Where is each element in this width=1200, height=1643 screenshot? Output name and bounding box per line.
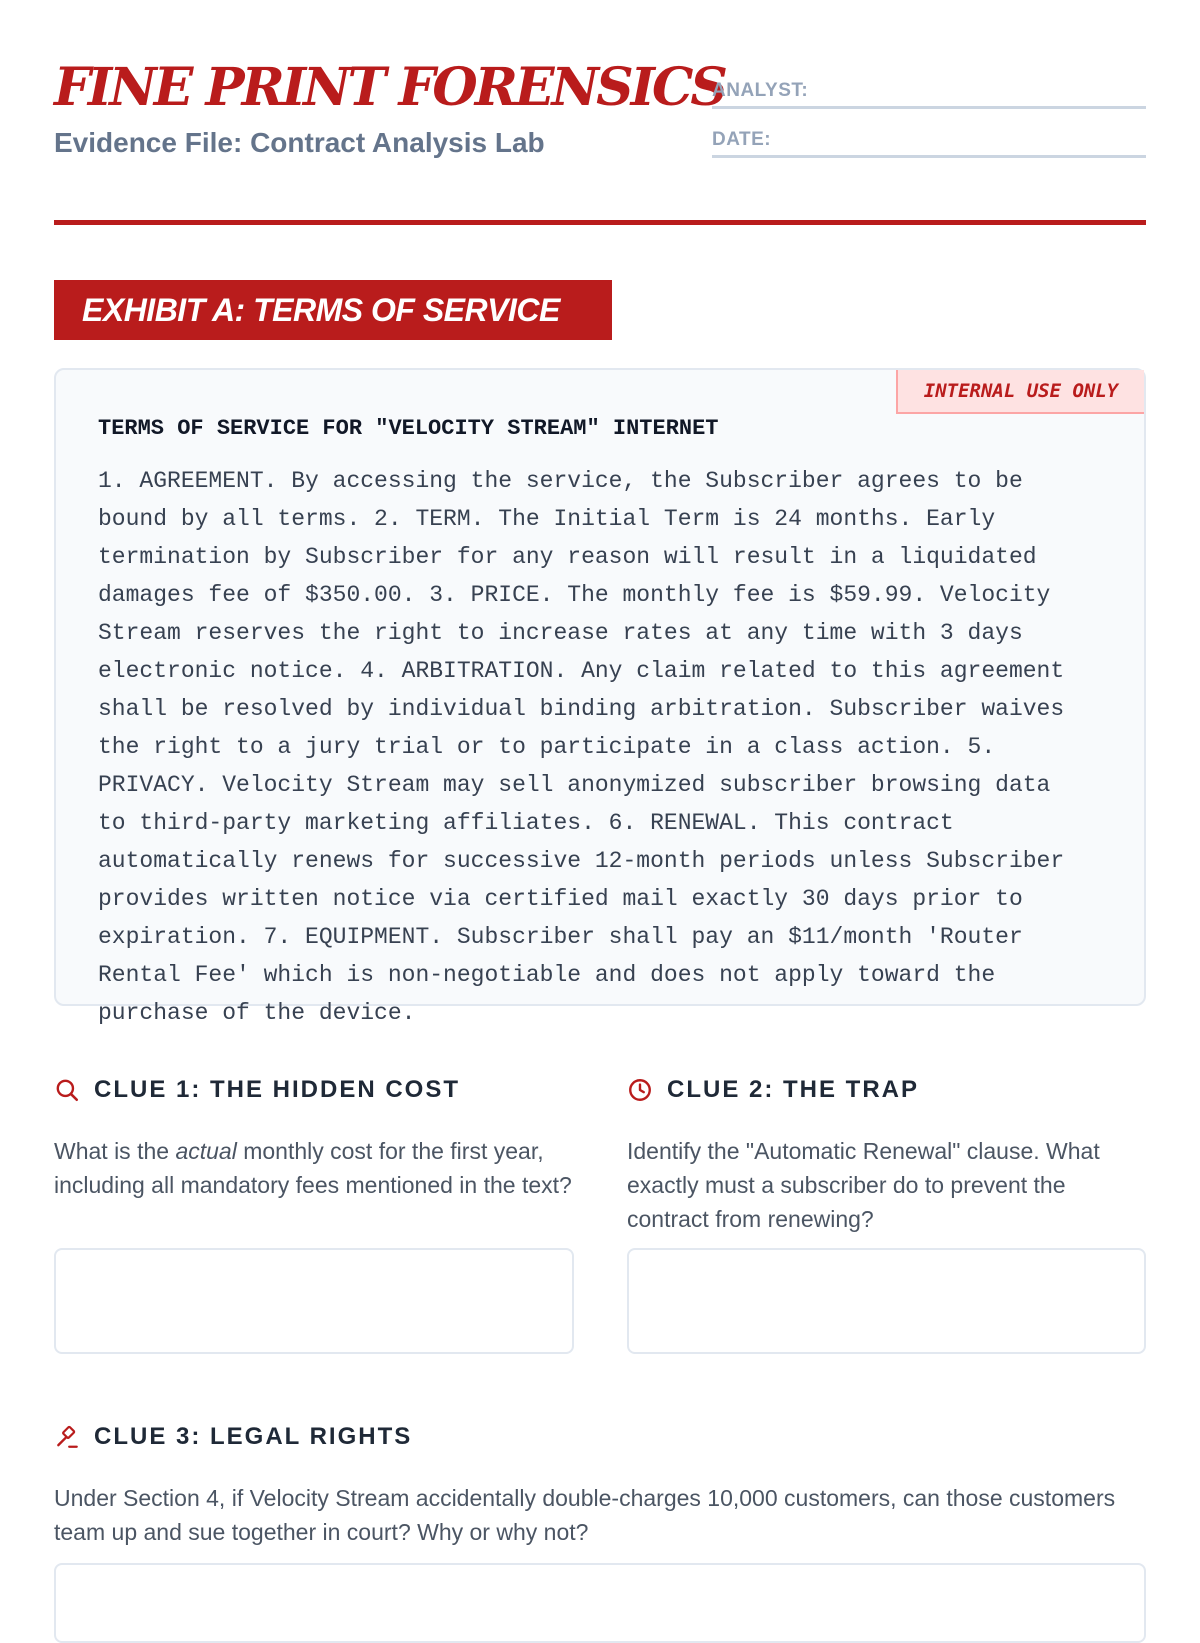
document-line: 1. AGREEMENT. By accessing the service, the Subscriber agrees to be xyxy=(98,468,1023,494)
document-line: damages fee of $350.00. 3. PRICE. The monthly fee is $59.99. Velocity xyxy=(98,582,1051,608)
document-line: purchase of the device. xyxy=(98,1000,416,1026)
clue-2-answer-box[interactable] xyxy=(627,1248,1146,1354)
clue-1-question: What is the actual monthly cost for the first year, including all mandatory fees mentioned in the text? xyxy=(54,1138,572,1198)
clue-1-title: CLUE 1: THE HIDDEN COST xyxy=(94,1076,461,1103)
page-subtitle: Evidence File: Contract Analysis Lab xyxy=(54,127,545,158)
document-line: electronic notice. 4. ARBITRATION. Any claim related to this agreement xyxy=(98,658,1065,684)
document-line: to third-party marketing affiliates. 6. RENEWAL. This contract xyxy=(98,810,954,836)
analyst-field[interactable] xyxy=(712,80,1146,109)
document-line: termination by Subscriber for any reason will result in a liquidated xyxy=(98,544,1037,570)
magnifier-icon xyxy=(54,1077,80,1103)
clue-2-question: Identify the "Automatic Renewal" clause. What exactly must a subscriber do to prevent the contract from renewing? xyxy=(627,1138,1100,1232)
clue-3-title: CLUE 3: LEGAL RIGHTS xyxy=(94,1423,413,1450)
document-line: Rental Fee' which is non-negotiable and does not apply toward the xyxy=(98,962,996,988)
internal-use-stamp: INTERNAL USE ONLY xyxy=(896,370,1144,414)
clue-2-title: CLUE 2: THE TRAP xyxy=(667,1076,920,1103)
analyst-label: ANALYST: xyxy=(712,80,809,101)
exhibit-label: EXHIBIT A: TERMS OF SERVICE xyxy=(54,280,612,340)
document-line: shall be resolved by individual binding arbitration. Subscriber waives xyxy=(98,696,1065,722)
date-label: DATE: xyxy=(712,129,772,150)
terms-document xyxy=(54,368,1146,1026)
gavel-icon xyxy=(54,1424,80,1450)
document-title: TERMS OF SERVICE FOR "VELOCITY STREAM" INTERNET xyxy=(98,416,719,441)
clue-3-question: Under Section 4, if Velocity Stream accidentally double-charges 10,000 customers, can those customers team up and sue together in court? Why or why not? xyxy=(54,1485,1116,1545)
document-line: provides written notice via certified mail exactly 30 days prior to xyxy=(98,886,1023,912)
document-line: PRIVACY. Velocity Stream may sell anonymized subscriber browsing data xyxy=(98,772,1051,798)
document-line: automatically renews for successive 12-month periods unless Subscriber xyxy=(98,848,1065,874)
clue-2-heading xyxy=(627,1074,919,1106)
clue-3-heading xyxy=(54,1421,412,1453)
document-line: expiration. 7. EQUIPMENT. Subscriber shall pay an $11/month 'Router xyxy=(98,924,1023,950)
document-body xyxy=(98,462,1098,1032)
clue-1-heading xyxy=(54,1074,460,1106)
clue-1-answer-box[interactable] xyxy=(54,1248,574,1354)
brand-title: FINE PRINT FORENSICS xyxy=(54,57,725,118)
worksheet-page xyxy=(54,0,1146,1600)
date-field[interactable] xyxy=(712,129,1146,158)
clock-icon xyxy=(627,1077,653,1103)
document-line: Stream reserves the right to increase rates at any time with 3 days xyxy=(98,620,1023,646)
header-divider xyxy=(54,220,1146,225)
document-line: the right to a jury trial or to participate in a class action. 5. xyxy=(98,734,996,760)
clue-3-answer-box[interactable] xyxy=(54,1563,1146,1643)
document-line: bound by all terms. 2. TERM. The Initial Term is 24 months. Early xyxy=(98,506,996,532)
